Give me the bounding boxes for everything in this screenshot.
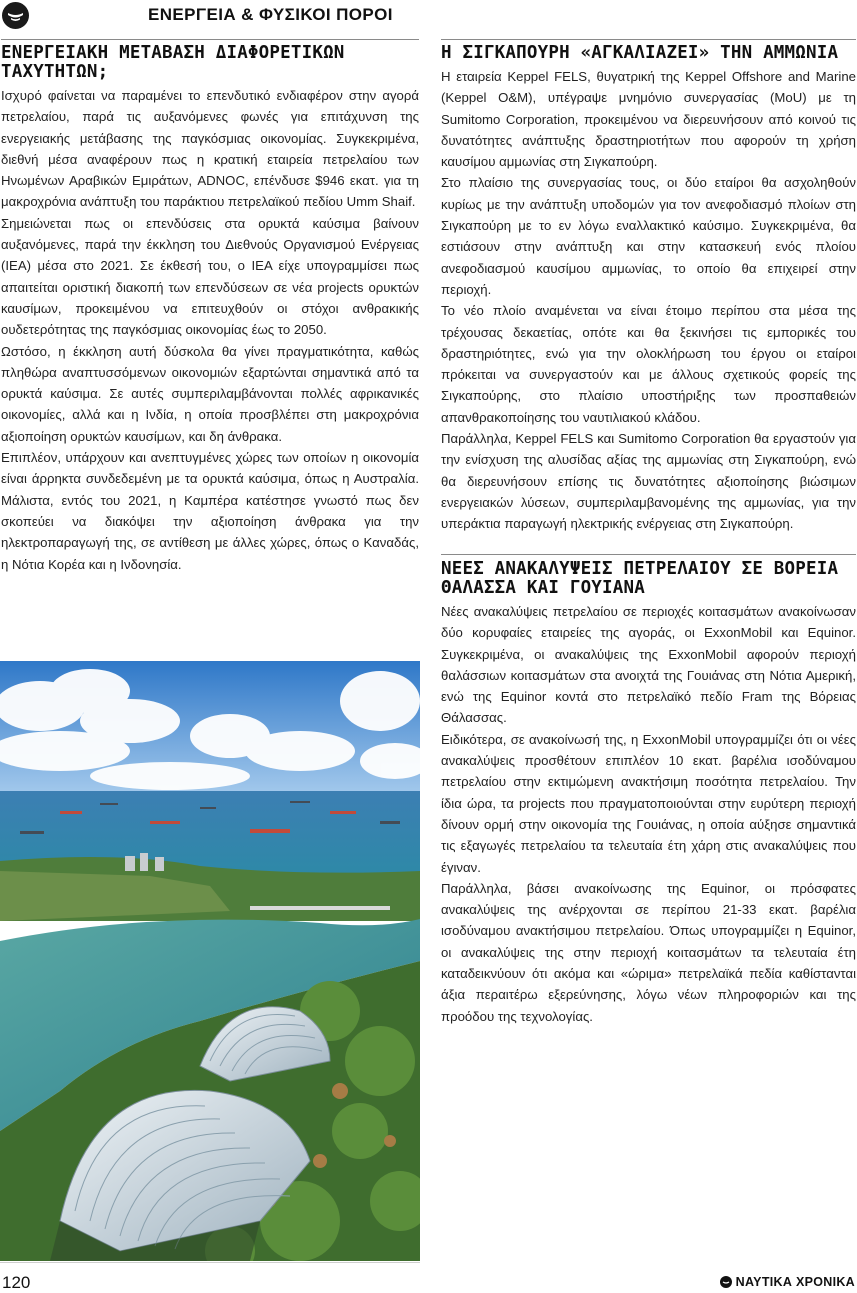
publication-logo [720, 1275, 855, 1289]
article-paragraph: Σημειώνεται πως οι επενδύσεις στα ορυκτά καύσιμα βαίνουν αυξανόμενες, παρά την έκκληση του Διεθνούς Οργανισμού Ενέργειας (IEA) μέσα στο 2021. Σε έκθεσή του, ο IEA είχε υπογραμμίσει πως απαιτείται οριστική διακοπή των επενδύσεων σε νέα projects ορυκτών καυσίμων, προκειμένου να επιτευχθούν οι στόχοι ανθρακικής ουδετερότητας της παγκόσμιας οικονομίας έως το 2050. [1, 215, 419, 338]
article-energy-transition [1, 44, 419, 575]
section-title: ΕΝΕΡΓΕΙΑ & ΦΥΣΙΚΟΙ ΠΟΡΟΙ [148, 5, 393, 24]
publication-name: ΝΑΥΤΙΚΑ ΧΡΟΝΙΚΑ [735, 1275, 855, 1289]
page-number: 120 [2, 1273, 31, 1292]
article-title: ΝΕΕΣ ΑΝΑΚΑΛΥΨΕΙΣ ΠΕΤΡΕΛΑΙΟΥ ΣΕ ΒΟΡΕΙΑ ΘΑΛΑΣΣΑ ΚΑΙ ΓΟΥΙΑΝΑ [441, 559, 839, 598]
publication-logo-icon [720, 1276, 732, 1288]
article-paragraph: Στο πλαίσιο της συνεργασίας τους, οι δύο εταίροι θα ασχοληθούν κυρίως με την ανάπτυξη υποδομών για τον ανεφοδιασμό πλοίων στη Σιγκαπούρη με το εν λόγω εναλλακτικό καύσιμο. Συγκεκριμένα, θα εστιάσουν στην ανάπτυξη και στην κατασκευή ενός πλοίου ανεφοδιασμού καυσίμου αμμωνίας, το οποίο θα επιχειρεί στην περιοχή. [441, 175, 856, 297]
photo-bottom-rule [0, 1262, 420, 1263]
header-rule-right [441, 39, 856, 40]
section-icon [2, 2, 29, 29]
article-paragraph: Παράλληλα, Keppel FELS και Sumitomo Corporation θα εργαστούν για την ενίσχυση της αλυσίδας αξίας της αμμωνίας στη Σιγκαπούρη, ενώ θα διερευνήσουν επίσης τις δυνατότητες αξιοποίησης βιώσιμων ενεργειακών λύσεων, συμπεριλαμβανομένης της αμμωνίας, για την υπεράκτια παραγωγή ηλεκτρικής ενέργειας στη Σιγκαπούρη. [441, 431, 856, 532]
article-paragraph: Το νέο πλοίο αναμένεται να είναι έτοιμο περίπου στα μέσα της τρέχουσας δεκαετίας, οπότε και θα ξεκινήσει τις εμπορικές του δραστηριότητες, ενώ για την ολοκλήρωση του έργου οι εταίροι πρόκειται να συνεργαστούν και με άλλους σχετικούς φορείς της Σιγκαπούρης, στο πλαίσιο υποστήριξης των προσπαθειών απανθρακοποίησης του ναυτιλιακού κλάδου. [441, 303, 856, 425]
article-body [1, 85, 419, 575]
article-paragraph: Νέες ανακαλύψεις πετρελαίου σε περιοχές κοιτασμάτων ανακοίνωσαν δύο κορυφαίες εταιρείες της αγοράς, οι ExxonMobil και Equinor. Συγκεκριμένα, οι ανακαλύψεις της ExxonMobil αφορούν περιοχή θαλάσσιων κοιτασμάτων στα ανοιχτά της Γουιάνας στη Νότια Αμερική, ενώ της Equinor κοντά στο πετρελαϊκό πεδίο Fram της Βόρειας Θάλασσας. [441, 604, 856, 726]
article-paragraph: Ειδικότερα, σε ανακοίνωσή της, η ExxonMobil υπογραμμίζει ότι οι νέες ανακαλύψεις προσθέτουν επιπλέον 10 εκατ. βαρέλια ισοδύναμου πετρελαίου στην εκτιμώμενη ανακτήσιμη ποσότητα πετρελαίου. Την ίδια ώρα, τα projects που πραγματοποιούνται στην ευρύτερη περιοχή δίνουν ορμή στην οικονομία της Γουιάνας, η οποία αύξησε σημαντικά τις εξαγωγές πετρελαίου τα τελευταία έτη χάρη στις ανακαλύψεις που έγιναν. [441, 731, 856, 875]
article-divider [441, 554, 856, 555]
article-paragraph: Ισχυρό φαίνεται να παραμένει το επενδυτικό ενδιαφέρον στην αγορά πετρελαίου, παρά τις αυξανόμενες φωνές για επιτάχυνση της ενεργειακής μετάβασης της παγκόσμιας οικονομίας. Συγκεκριμένα, διεθνή μέσα αναφέρουν πως η κρατική εταιρεία πετρελαίου των Ηνωμένων Αραβικών Εμιράτων, ADNOC, επένδυσε $946 εκατ. για τη μακροχρόνια ανάπτυξη του παράκτιου πετρελαϊκού πεδίου Umm Shaif. [1, 88, 419, 210]
article-singapore-ammonia [441, 44, 856, 535]
article-paragraph: Ωστόσο, η έκκληση αυτή δύσκολα θα γίνει πραγματικότητα, καθώς πληθώρα αναπτυσσόμενων οικονομιών εξαρτώνται σημαντικά από τα ορυκτά καύσιμα. Σε αυτές συμπεριλαμβάνονται πολλές αφρικανικές οικονομίες, αλλά και η Ινδία, η οποία προσβλέπει στη μακροχρόνια αξιοποίηση ορυκτών καυσίμων, και δη άνθρακα. [1, 343, 419, 444]
article-paragraph: Η εταιρεία Keppel FELS, θυγατρική της Keppel Offshore and Marine (Keppel O&M), υπέγραψε μνημόνιο συνεργασίας (MoU) με τη Sumitomo Corporation, προκειμένου να διερευνήσουν από κοινού τις δυνατότητες ανάπτυξης δραστηριοτήτων που αφορούν τη χρήση καυσίμου αμμωνίας στη Σιγκαπούρη. [441, 69, 856, 170]
energy-drop-icon [2, 2, 29, 29]
article-title: ΕΝΕΡΓΕΙΑΚΗ ΜΕΤΑΒΑΣΗ ΔΙΑΦΟΡΕΤΙΚΩΝ ΤΑΧΥΤΗΤΩΝ; [1, 43, 345, 82]
article-title: Η ΣΙΓΚΑΠΟΥΡΗ «ΑΓΚΑΛΙΑΖΕΙ» ΤΗΝ ΑΜΜΩΝΙΑ [441, 43, 839, 63]
photo-illustration [0, 661, 420, 1261]
singapore-bay-photo [0, 661, 420, 1261]
article-paragraph: Επιπλέον, υπάρχουν και ανεπτυγμένες χώρες των οποίων η οικονομία είναι άρρηκτα συνδεδεμένη με τα ορυκτά καύσιμα, όπως η Αυστραλία. Μάλιστα, εντός του 2021, η Καμπέρα κατέστησε γνωστό πως δεν σκοπεύει να διακόψει την αξιοποίηση άνθρακα για την ηλεκτροπαραγωγή της, σε αντίθεση με άλλες χώρες, όπως ο Καναδάς, η Νότια Κορέα και η Ινδονησία. [1, 450, 419, 572]
article-body [441, 66, 856, 535]
header-rule-left [1, 39, 419, 40]
article-body [441, 601, 856, 1027]
article-oil-discoveries [441, 560, 856, 1027]
article-paragraph: Παράλληλα, βάσει ανακοίνωσης της Equinor, οι πρόσφατες ανακαλύψεις της ανέρχονται σε περίπου 21-33 εκατ. βαρέλια ισοδύναμου ανακτήσιμου πετρελαίου. Όπως υπογραμμίζει η Equinor, οι ανακαλύψεις της στην περιοχή κοιτασμάτων τα τελευταία έτη καταδεικνύουν ότι ακόμα και «ώριμα» πετρελαϊκά πεδία καθίστανται άξια περαιτέρω εξερεύνησης, λόγω νέων πληροφοριών και της προόδου της τεχνολογίας. [441, 880, 856, 1024]
